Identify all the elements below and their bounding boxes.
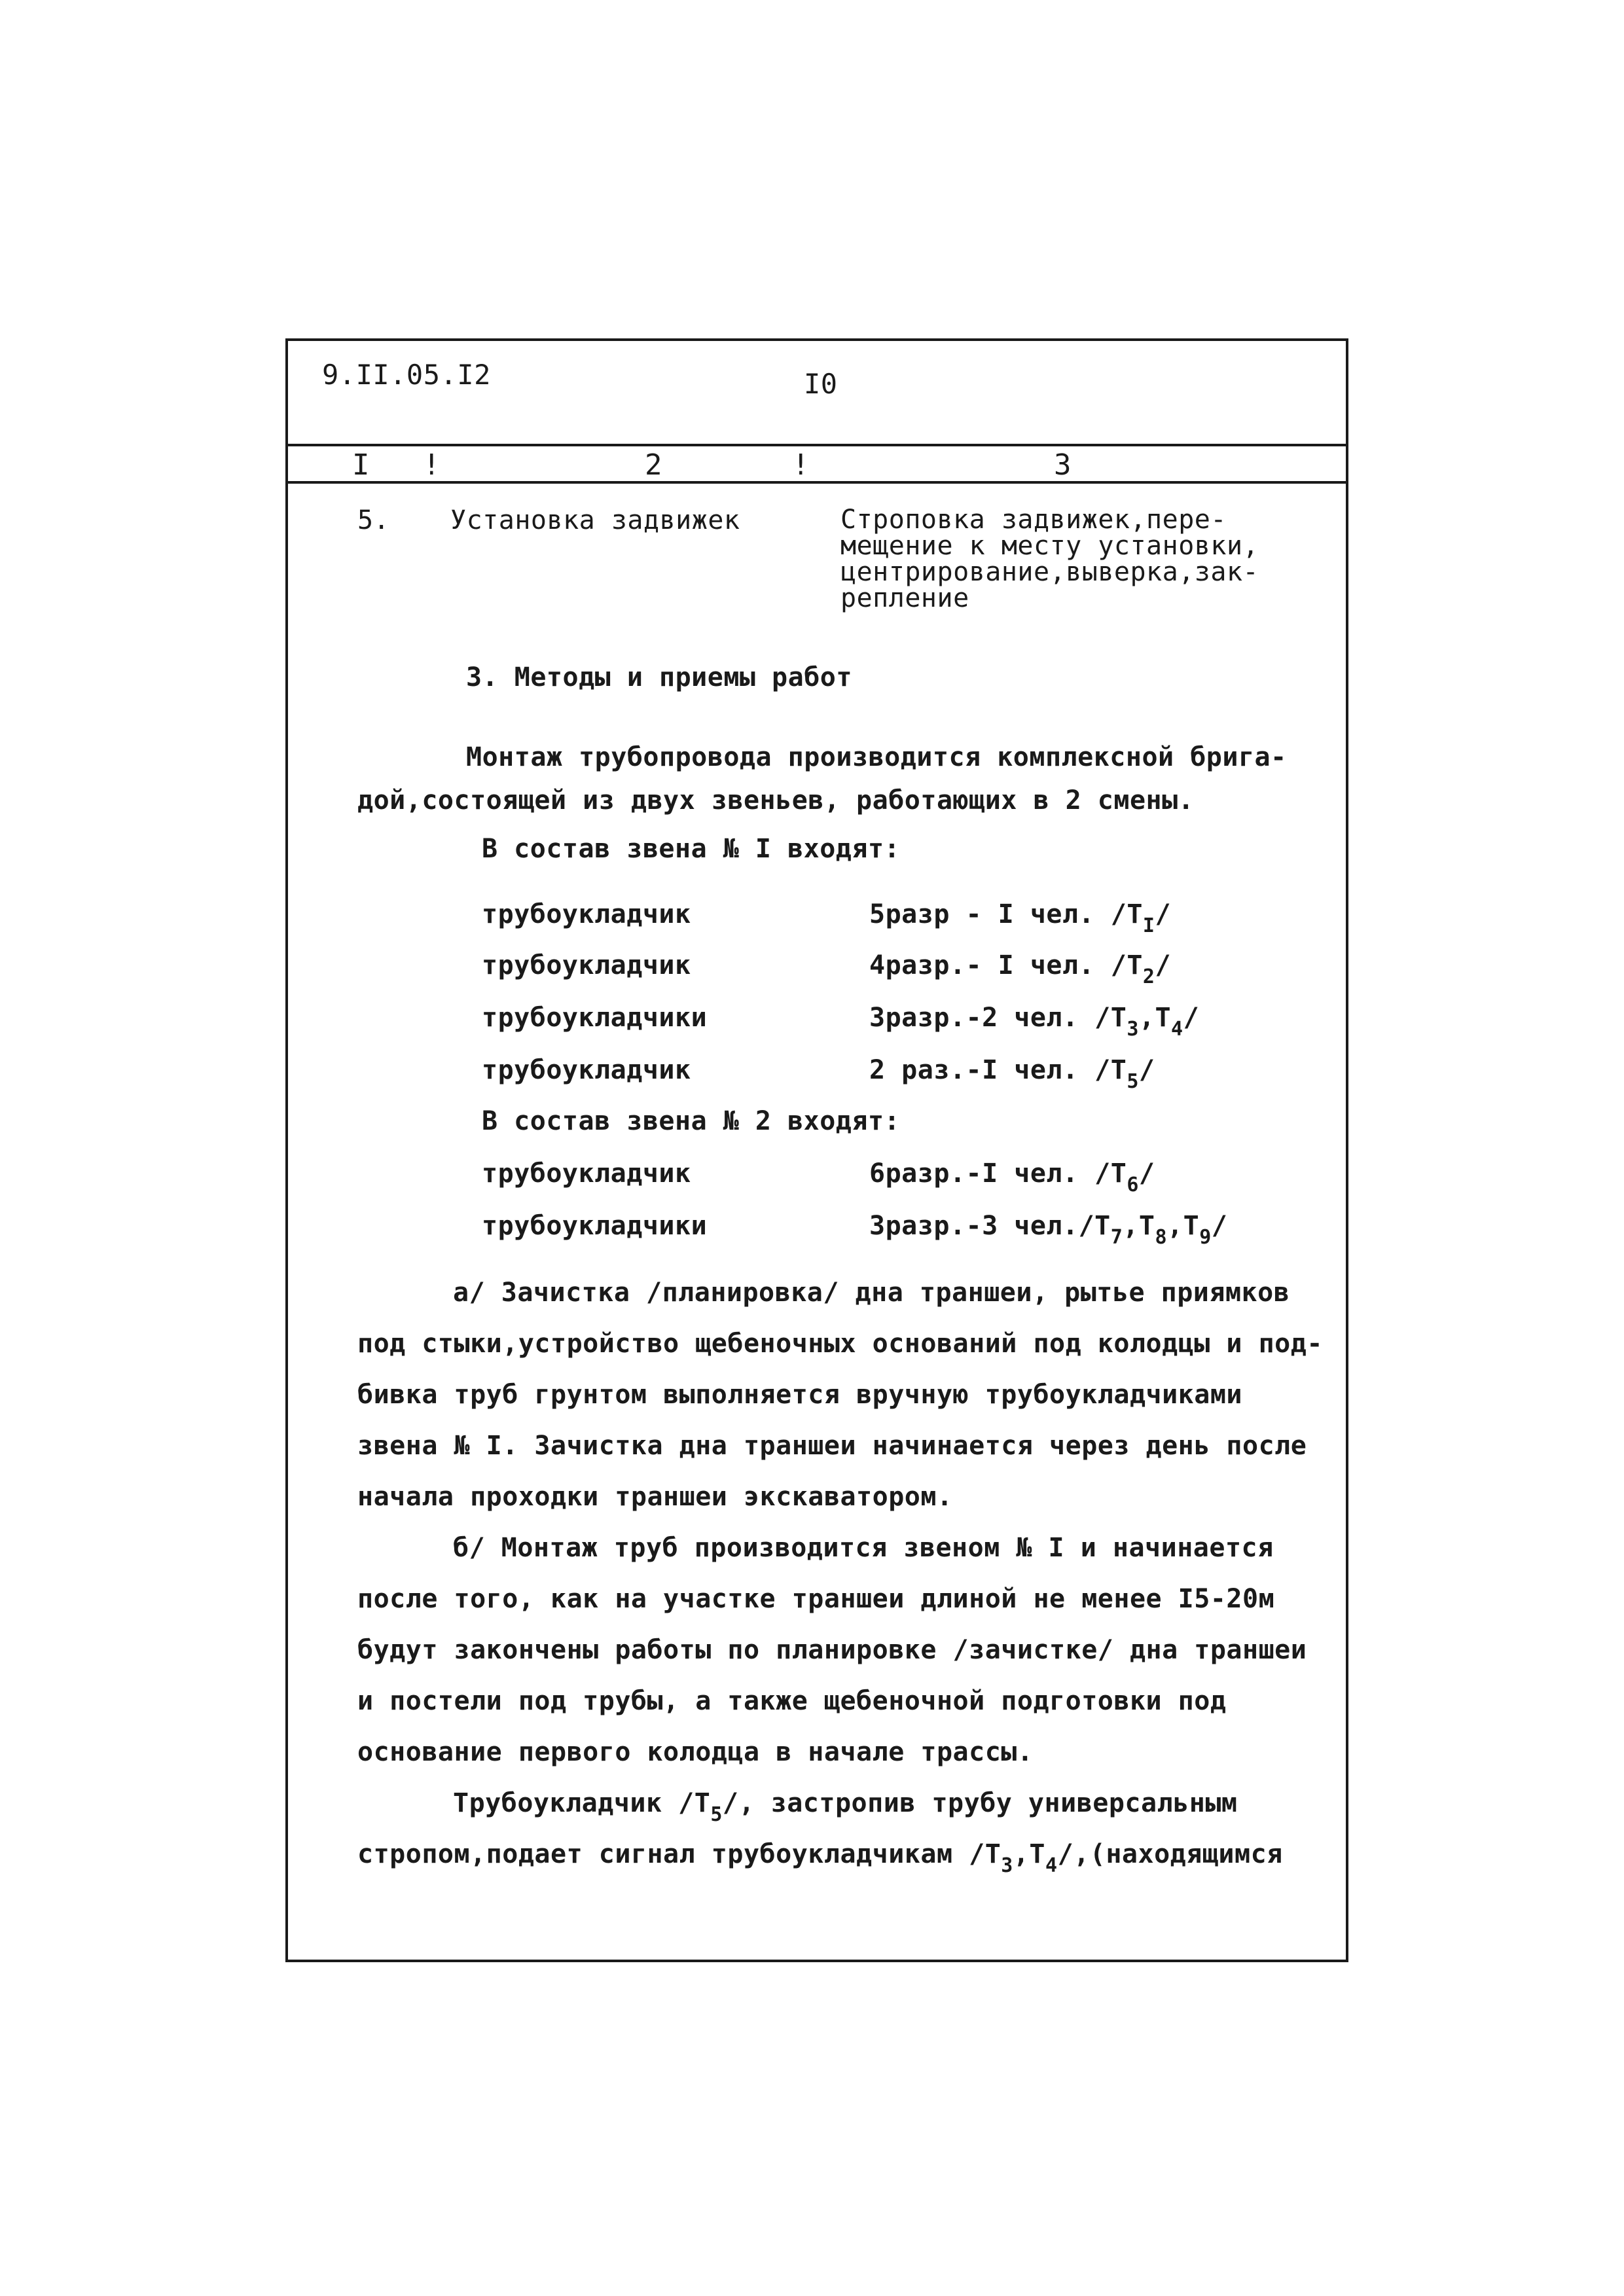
row-description-line-4: репление — [840, 583, 969, 613]
para-c-line-1: Трубоукладчик $/Т_5/$, застропив трубу универсальным — [453, 1788, 1238, 1826]
crew1-member-role: трубоукладчик — [482, 899, 691, 929]
para-b-line: основание первого колодца в начале трассы. — [357, 1737, 1034, 1767]
crew2-member-role: трубоукладчик — [482, 1158, 691, 1189]
row-description-line-2: мещение к месту установки, — [840, 531, 1259, 561]
crew1-member-grade: 4разр.- I чел. $/Т_2/$ — [869, 950, 1172, 988]
column-separator-2: ! — [792, 448, 810, 482]
intro-line-1: Монтаж трубопровода производится комплексной брига- — [466, 742, 1287, 772]
crew2-member-grade: 6разр.-I чел. $/Т_6/$ — [869, 1158, 1155, 1196]
para-c-line-2: стропом,подает сигнал трубоукладчикам $/Т_3,Т_4/,(находящимся$ — [357, 1839, 1283, 1877]
column-number-2: 2 — [645, 448, 662, 482]
column-numbers-divider — [285, 481, 1348, 484]
crew1-member-grade: 5разр - I чел. $/Т_I/$ — [869, 899, 1172, 937]
crew2-title: В состав звена № 2 входят: — [482, 1106, 901, 1136]
para-b-line: и постели под трубы, а также щебеночной подготовки под — [357, 1686, 1227, 1716]
intro-line-2: дой,состоящей из двух звеньев, работающих в 2 смены. — [357, 785, 1195, 816]
crew1-member-grade: 2 раз.-I чел. $/Т_5/$ — [869, 1055, 1155, 1093]
para-a-line: бивка труб грунтом выполняется вручную трубоукладчиками — [357, 1380, 1243, 1410]
row-number: 5. — [357, 505, 390, 535]
row-description-line-3: центрирование,выверка,зак- — [840, 557, 1259, 587]
para-a-line: начала проходки траншеи экскаватором. — [357, 1482, 953, 1512]
column-number-1: I — [352, 448, 370, 482]
para-a-line: под стыки,устройство щебеночных оснований под колодцы и под- — [357, 1329, 1323, 1359]
row-description-line-1: Строповка задвижек,пере- — [840, 505, 1227, 535]
crew1-member-role: трубоукладчик — [482, 1055, 691, 1085]
crew1-member-role: трубоукладчики — [482, 1003, 708, 1033]
crew2-member-grade: 3разр.-3 $чел./Т_7,Т_8,Т_9/$ — [869, 1211, 1228, 1249]
para-a-line: а/ Зачистка /планировка/ дна траншеи, рытье приямков — [453, 1278, 1290, 1308]
row-operation: Установка задвижек — [450, 505, 740, 535]
para-a-line: звена № I. Зачистка дна траншеи начинается через день после — [357, 1431, 1307, 1461]
column-separator-1: ! — [423, 448, 441, 482]
crew1-member-grade: 3разр.-2 чел. $/Т_3,Т_4/$ — [869, 1003, 1200, 1041]
header-divider — [285, 444, 1348, 446]
para-b-line: будут закончены работы по планировке /зачистке/ дна траншеи — [357, 1635, 1307, 1665]
crew1-title: В состав звена № I входят: — [482, 834, 901, 864]
page-number: I0 — [804, 368, 838, 400]
doc-code: 9.II.05.I2 — [322, 359, 491, 391]
crew1-member-role: трубоукладчик — [482, 950, 691, 980]
section-title: 3. Методы и приемы работ — [466, 662, 852, 692]
column-number-3: 3 — [1054, 448, 1072, 482]
para-b-line: после того, как на участке траншеи длиной не менее I5-20м — [357, 1584, 1275, 1614]
para-b-line: б/ Монтаж труб производится звеном № I и начинается — [453, 1533, 1274, 1563]
crew2-member-role: трубоукладчики — [482, 1211, 708, 1241]
